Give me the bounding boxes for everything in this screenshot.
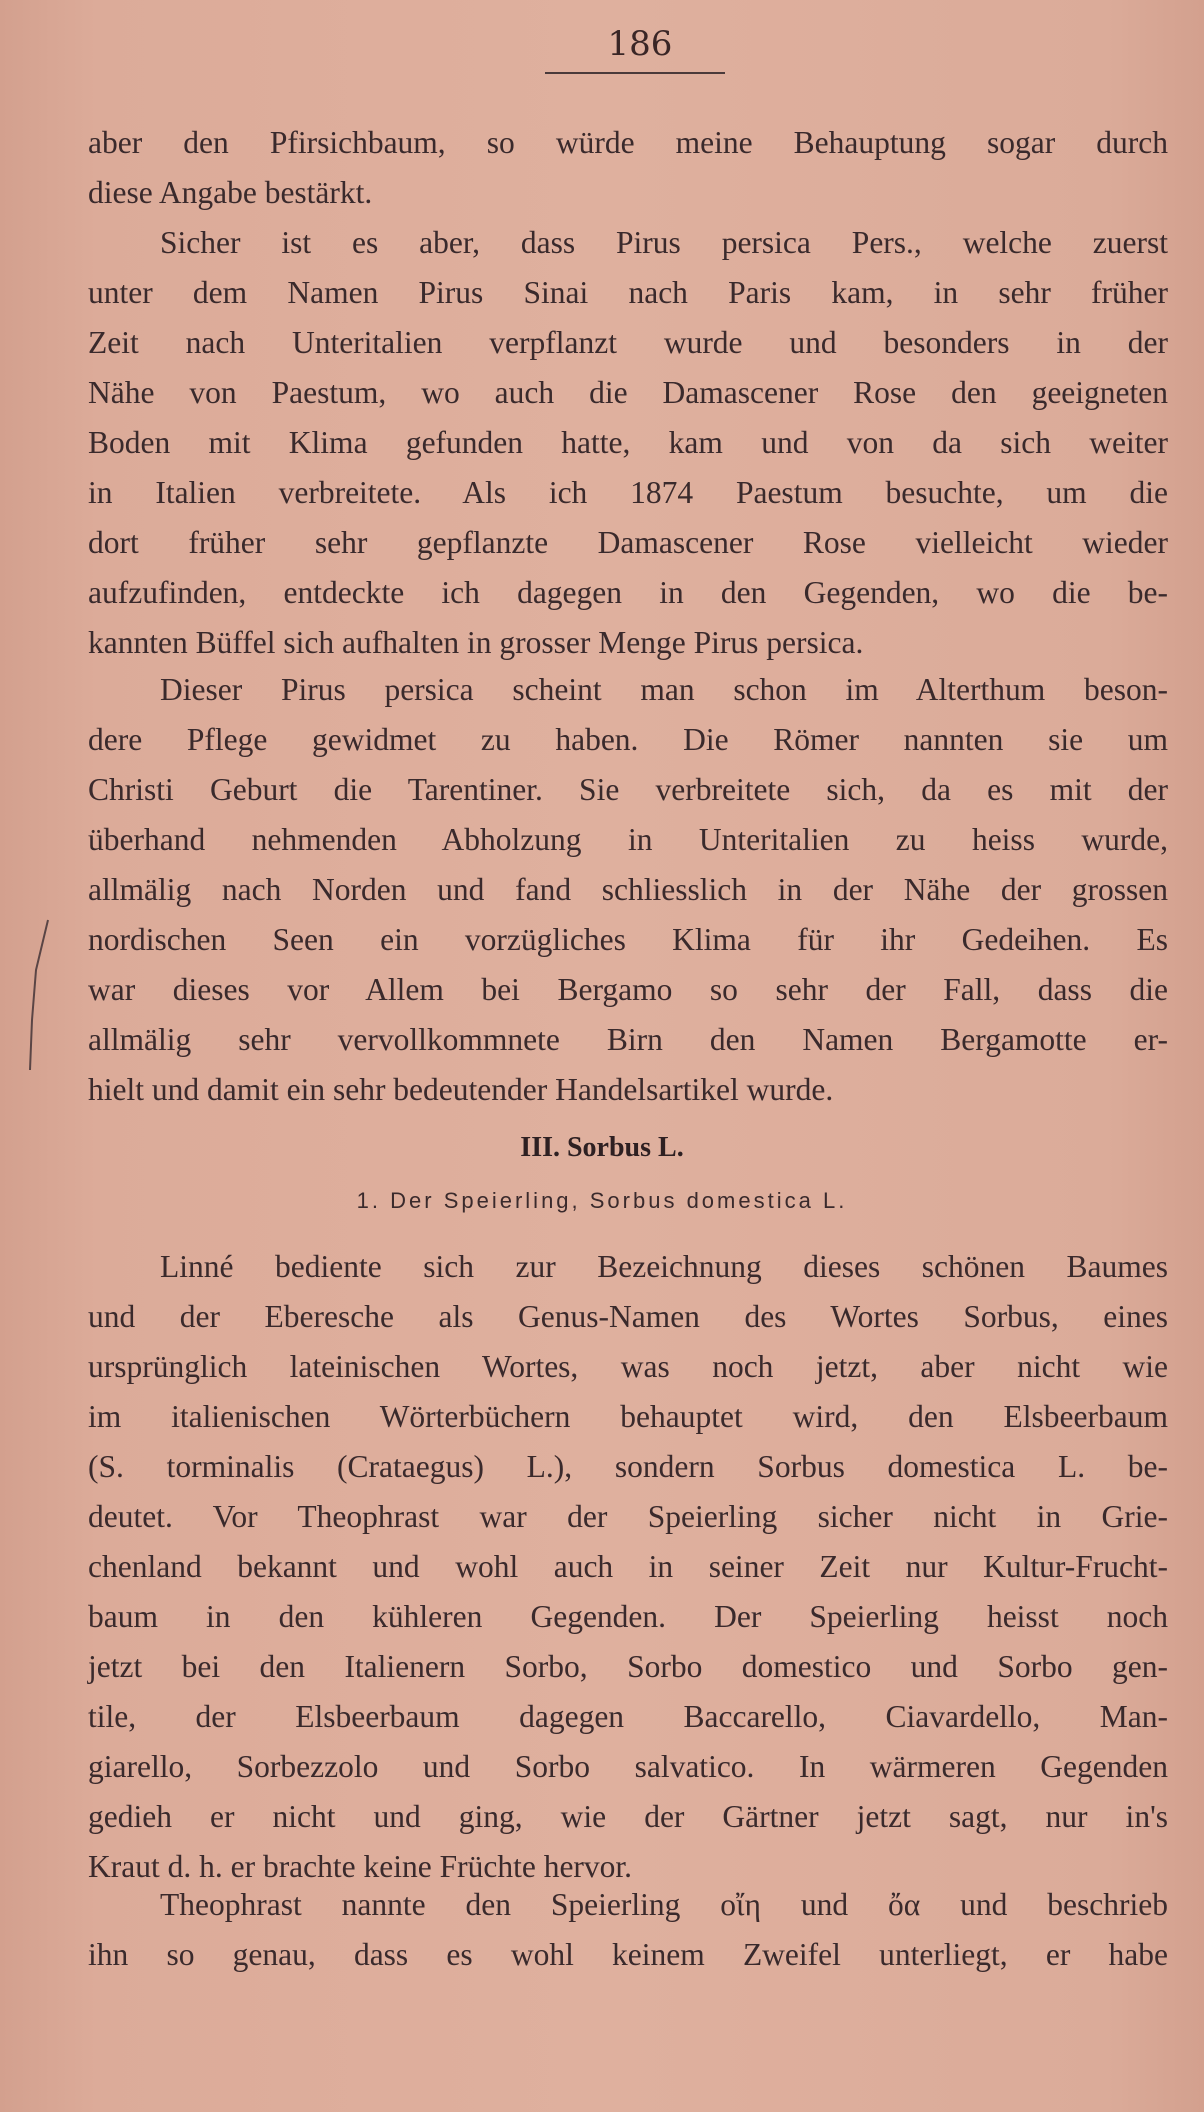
text-line: dere Pflege gewidmet zu haben. Die Römer nannten sie um <box>88 722 1168 757</box>
text-line: aber den Pfirsichbaum, so würde meine Behauptung sogar durch <box>88 125 1168 160</box>
text-line: und der Eberesche als Genus-Namen des Wortes Sorbus, eines <box>88 1299 1168 1334</box>
text-line: gedieh er nicht und ging, wie der Gärtner jetzt sagt, nur in's <box>88 1799 1168 1834</box>
page-number: 186 <box>607 24 673 64</box>
text-line: Sicher ist es aber, dass Pirus persica Pers., welche zuerst <box>160 225 1168 260</box>
text-line: jetzt bei den Italienern Sorbo, Sorbo domestico und Sorbo gen- <box>88 1649 1168 1684</box>
text-line: aufzufinden, entdeckte ich dagegen in den Gegenden, wo die be- <box>88 575 1168 610</box>
text-line: nordischen Seen ein vorzügliches Klima für ihr Gedeihen. Es <box>88 922 1168 957</box>
page-number-rule <box>545 72 725 74</box>
text-line: baum in den kühleren Gegenden. Der Speierling heisst noch <box>88 1599 1168 1634</box>
paragraph-2 <box>88 218 1168 668</box>
text-line: hielt und damit ein sehr bedeutender Handelsartikel wurde. <box>88 1072 834 1107</box>
text-line: chenland bekannt und wohl auch in seiner Zeit nur Kultur-Frucht- <box>88 1549 1168 1584</box>
text-line: (S. torminalis (Crataegus) L.), sondern Sorbus domestica L. be- <box>88 1449 1168 1484</box>
text-line: Zeit nach Unteritalien verpflanzt wurde und besonders in der <box>88 325 1168 360</box>
text-line: im italienischen Wörterbüchern behauptet wird, den Elsbeerbaum <box>88 1399 1168 1434</box>
text-line: giarello, Sorbezzolo und Sorbo salvatico. In wärmeren Gegenden <box>88 1749 1168 1784</box>
text-line: Boden mit Klima gefunden hatte, kam und von da sich weiter <box>88 425 1168 460</box>
paragraph-4 <box>88 1242 1168 1892</box>
text-line: ihn so genau, dass es wohl keinem Zweifel unterliegt, er habe <box>88 1937 1168 1972</box>
text-line: Kraut d. h. er brachte keine Früchte hervor. <box>88 1849 633 1884</box>
text-line: diese Angabe bestärkt. <box>88 175 373 210</box>
text-line: Dieser Pirus persica scheint man schon im Alterthum beson- <box>160 672 1168 707</box>
text-line: deutet. Vor Theophrast war der Speierling sicher nicht in Grie- <box>88 1499 1168 1534</box>
text-line: dort früher sehr gepflanzte Damascener Rose vielleicht wieder <box>88 525 1168 560</box>
text-line: allmälig nach Norden und fand schliesslich in der Nähe der grossen <box>88 872 1168 907</box>
paragraph-5 <box>88 1880 1168 1980</box>
text-line: kannten Büffel sich aufhalten in grosser Menge Pirus persica. <box>88 625 864 660</box>
text-line: in Italien verbreitete. Als ich 1874 Paestum besuchte, um die <box>88 475 1168 510</box>
text-line: Christi Geburt die Tarentiner. Sie verbreitete sich, da es mit der <box>88 772 1168 807</box>
text-line: tile, der Elsbeerbaum dagegen Baccarello, Ciavardello, Man- <box>88 1699 1168 1734</box>
paragraph-1 <box>88 118 1168 218</box>
text-line: war dieses vor Allem bei Bergamo so sehr der Fall, dass die <box>88 972 1168 1007</box>
section-subheading: 1. Der Speierling, Sorbus domestica L. <box>356 1188 848 1213</box>
text-line: Linné bediente sich zur Bezeichnung dieses schönen Baumes <box>160 1249 1168 1284</box>
text-line: Theophrast nannte den Speierling οἴη und ὄα und beschrieb <box>160 1887 1168 1922</box>
text-line: allmälig sehr vervollkommnete Birn den Namen Bergamotte er- <box>88 1022 1168 1057</box>
section-heading: III. Sorbus L. <box>520 1132 684 1163</box>
margin-pencil-mark <box>14 910 54 1100</box>
text-line: überhand nehmenden Abholzung in Unteritalien zu heiss wurde, <box>88 822 1168 857</box>
text-line: Nähe von Paestum, wo auch die Damascener Rose den geeigneten <box>88 375 1168 410</box>
text-line: unter dem Namen Pirus Sinai nach Paris kam, in sehr früher <box>88 275 1168 310</box>
text-line: ursprünglich lateinischen Wortes, was noch jetzt, aber nicht wie <box>88 1349 1168 1384</box>
paragraph-3 <box>88 665 1168 1115</box>
